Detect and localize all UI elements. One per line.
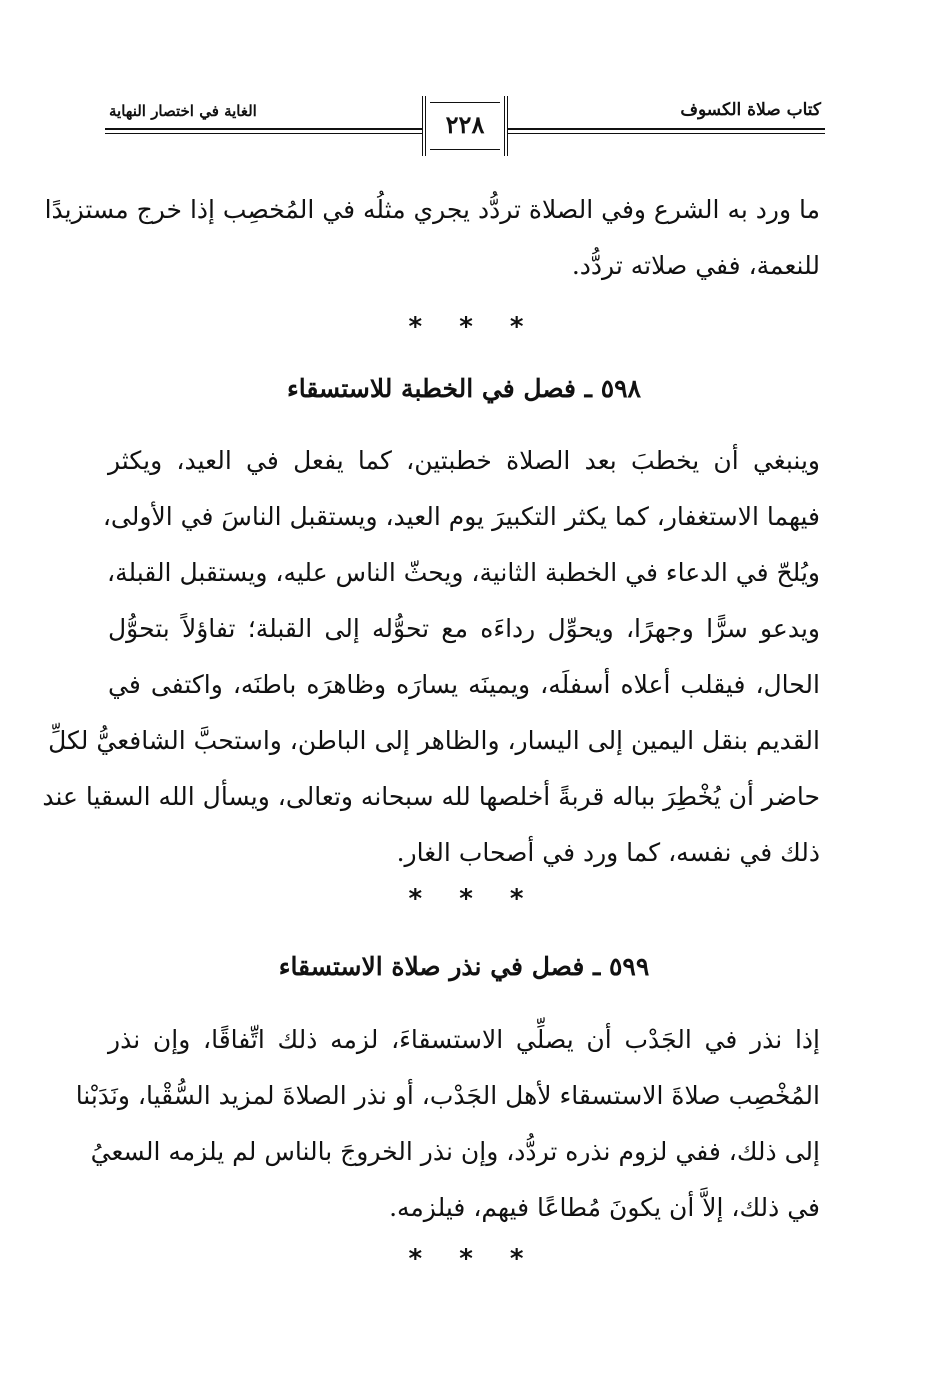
running-header bbox=[105, 96, 825, 160]
text-line: في ذلك، إلاَّ أن يكونَ مُطاعًا فيهم، فيلزمه. bbox=[389, 1193, 820, 1222]
chapter-running-title: كتاب صلاة الكسوف bbox=[680, 100, 821, 120]
book-running-title: الغاية في اختصار النهاية bbox=[109, 102, 257, 120]
text-line: القديم بنقل اليمين إلى اليسار، والظاهر إلى الباطن، واستحبَّ الشافعيُّ لكلِّ bbox=[48, 726, 820, 755]
page-number: ٢٢٨ bbox=[445, 110, 485, 139]
text-line: إذا نذر في الجَدْب أن يصلِّي الاستسقاءَ، لزمه ذلك اتِّفاقًا، وإن نذر bbox=[108, 1025, 820, 1054]
page-number-frame bbox=[422, 96, 508, 156]
text-line: الحال، فيقلب أعلاه أسفلَه، ويمينَه يسارَه وظاهرَه باطنَه، واكتفى في bbox=[108, 670, 820, 699]
text-line: ويدعو سرًّا وجهرًا، ويحوِّل رداءَه مع تحوُّله إلى القبلة؛ تفاؤلاً بتحوُّل bbox=[108, 614, 820, 643]
text-line: للنعمة، ففي صلاته تردُّد. bbox=[571, 251, 820, 280]
text-line: وينبغي أن يخطبَ بعد الصلاة خطبتين، كما يفعل في العيد، ويكثر bbox=[108, 446, 820, 475]
section-598-body bbox=[42, 433, 820, 881]
text-line: ويُلحّ في الدعاء في الخطبة الثانية، ويحثّ الناس عليه، ويستقبل القبلة، bbox=[107, 558, 820, 587]
section-599-body bbox=[75, 1012, 820, 1236]
continuation-paragraph bbox=[44, 182, 820, 294]
text-line: المُخْصِب صلاةَ الاستسقاء لأهل الجَدْب، أو نذر الصلاةَ لمزيد السُّقْيا، ونَدَبْنا bbox=[75, 1081, 820, 1110]
section-separator: * * * bbox=[408, 884, 538, 914]
section-separator: * * * bbox=[408, 1244, 538, 1274]
section-598-title: ٥٩٨ ـ فصل في الخطبة للاستسقاء bbox=[287, 374, 641, 403]
section-599-title: ٥٩٩ ـ فصل في نذر صلاة الاستسقاء bbox=[278, 952, 650, 981]
text-line: فيهما الاستغفار، كما يكثر التكبيرَ يوم العيد، ويستقبل الناسَ في الأولى، bbox=[102, 502, 820, 531]
section-separator: * * * bbox=[408, 312, 538, 342]
text-line: ما ورد به الشرع وفي الصلاة تردُّد يجري مثلُه في المُخصِب إذا خرج مستزيدًا bbox=[44, 195, 820, 224]
text-line: حاضر أن يُخْطِرَ بباله قربةً أخلصها لله سبحانه وتعالى، ويسأل الله السقيا عند bbox=[42, 782, 820, 811]
text-line: ذلك في نفسه، كما ورد في أصحاب الغار. bbox=[396, 838, 820, 867]
text-line: إلى ذلك، ففي لزوم نذره تردُّد، وإن نذر الخروجَ بالناس لم يلزمه السعيُ bbox=[90, 1137, 820, 1166]
